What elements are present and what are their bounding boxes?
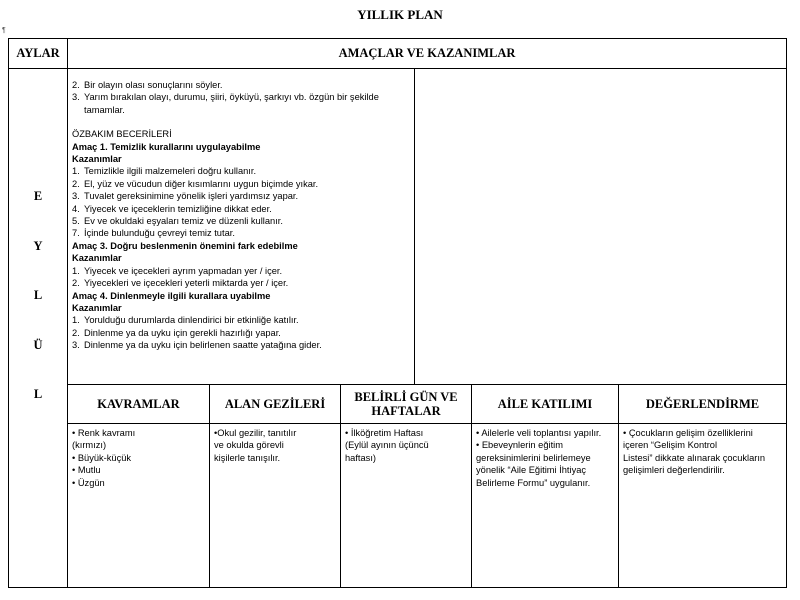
days-line: (Eylül ayının üçüncü [345,440,429,451]
evaluation-line: • Çocukların gelişim özelliklerini [623,428,753,438]
list-item: 5. Ev ve okuldaki eşyaları temiz ve düzenli kullanır. [72,216,283,227]
list-item: 1. Temizlikle ilgili malzemeleri doğru kullanır. [72,166,257,177]
list-item: 1. Yiyecek ve içecekleri ayrım yapmadan yer / içer. [72,265,283,276]
concepts-header: KAVRAMLAR [97,397,180,411]
months-column-divider [67,39,68,587]
goal-heading: Amaç 3. Doğru beslenmenin önemini fark edebilme [72,240,298,251]
goals-header: AMAÇLAR VE KAZANIMLAR [338,46,516,60]
family-line: • Ebeveynlerin eğitim [476,440,563,451]
plan-table [8,38,787,588]
days-header [341,385,471,423]
days-header-line: HAFTALAR [371,404,441,418]
list-item: 3. Yarım bırakılan olayı, durumu, şiiri, öyküyü, şarkıyı vb. özgün bir şekilde tamamlar. [72,92,379,115]
kazanimlar-label: Kazanımlar [72,302,122,313]
list-item: 3. Tuvalet gereksinimine yönelik işleri yardımsız yapar. [72,191,299,202]
month-name [9,189,67,437]
concept-item: • Renk kavramı [72,428,136,438]
days-header-line: BELİRLİ GÜN VE [354,390,458,404]
evaluation-line: Listesi” dikkate alınarak çocukların [623,452,766,463]
list-item: 1. Yorulduğu durumlarda dinlendirici bir etkinliğe katılır. [72,315,299,326]
trip-line: kişilerle tanışılır. [214,452,281,463]
header-row-divider [9,68,786,69]
sections-header-divider [67,423,786,424]
family-header: AİLE KATILIMI [497,397,593,411]
list-item: 4. Yiyecek ve içeceklerin temizliğine dikkat eder. [72,203,272,214]
family-cell [476,427,617,489]
goal-heading: Amaç 1. Temizlik kurallarını uygulayabilme [72,141,261,152]
page-title: YILLIK PLAN [357,7,443,22]
month-letter: L [33,288,43,302]
list-item: 2. El, yüz ve vücudun diğer kısımlarını uygun biçimde yıkar. [72,178,319,189]
concept-item: • Üzgün [72,477,105,488]
concept-item: (kırmızı) [72,440,107,451]
objectives-cell [72,79,412,352]
days-cell [345,427,469,464]
month-letter: E [33,189,43,203]
months-header: AYLAR [16,46,60,60]
family-line: Belirleme Formu” uygulanır. [476,477,591,488]
family-line: yönelik “Aile Eğitimi İhtiyaç [476,465,587,476]
month-letter: Y [33,238,43,253]
concepts-cell [72,427,206,489]
list-item: 2. Bir olayın olası sonuçlarını söyler. [72,80,223,90]
section-title: ÖZBAKIM BECERİLERİ [72,129,172,140]
evaluation-header: DEĞERLENDİRME [645,397,760,411]
concept-item: • Büyük-küçük [72,452,132,463]
days-line: haftası) [345,452,377,463]
list-item: 7. İçinde bulunduğu çevreyi temiz tutar. [72,228,235,239]
family-line: gereksinimlerini belirlemeye [476,452,591,463]
kazanimlar-label: Kazanımlar [72,154,122,165]
evaluation-cell [623,427,785,477]
goal-heading: Amaç 4. Dinlenmeyle ilgili kurallara uyabilme [72,290,271,301]
list-item: 2. Dinlenme ya da uyku için gerekli hazırlığı yapar. [72,327,281,338]
trip-line: ve okulda görevli [214,440,284,451]
trip-line: •Okul gezilir, tanıtılır [214,428,297,438]
month-letter: L [33,387,43,401]
list-item: 2. Yiyecekleri ve içecekleri yeterli miktarda yer / içer. [72,278,289,289]
family-line: • Ailelerle veli toplantısı yapılır. [476,428,602,438]
month-letter: Ü [33,337,43,352]
evaluation-line: gelişimleri değerlendirilir. [623,465,725,476]
evaluation-line: içeren “Gelişim Kontrol [623,440,718,451]
concept-item: • Mutlu [72,465,101,476]
trips-header: ALAN GEZİLERİ [224,397,326,411]
kazanimlar-label: Kazanımlar [72,253,122,264]
objectives-divider [414,68,415,384]
paragraph-mark: ¶ [2,27,6,34]
list-item: 3. Dinlenme ya da uyku için belirlenen saatte yatağına gider. [72,340,322,351]
days-line: • İlköğretim Haftası [345,428,424,438]
trips-cell [214,427,338,464]
